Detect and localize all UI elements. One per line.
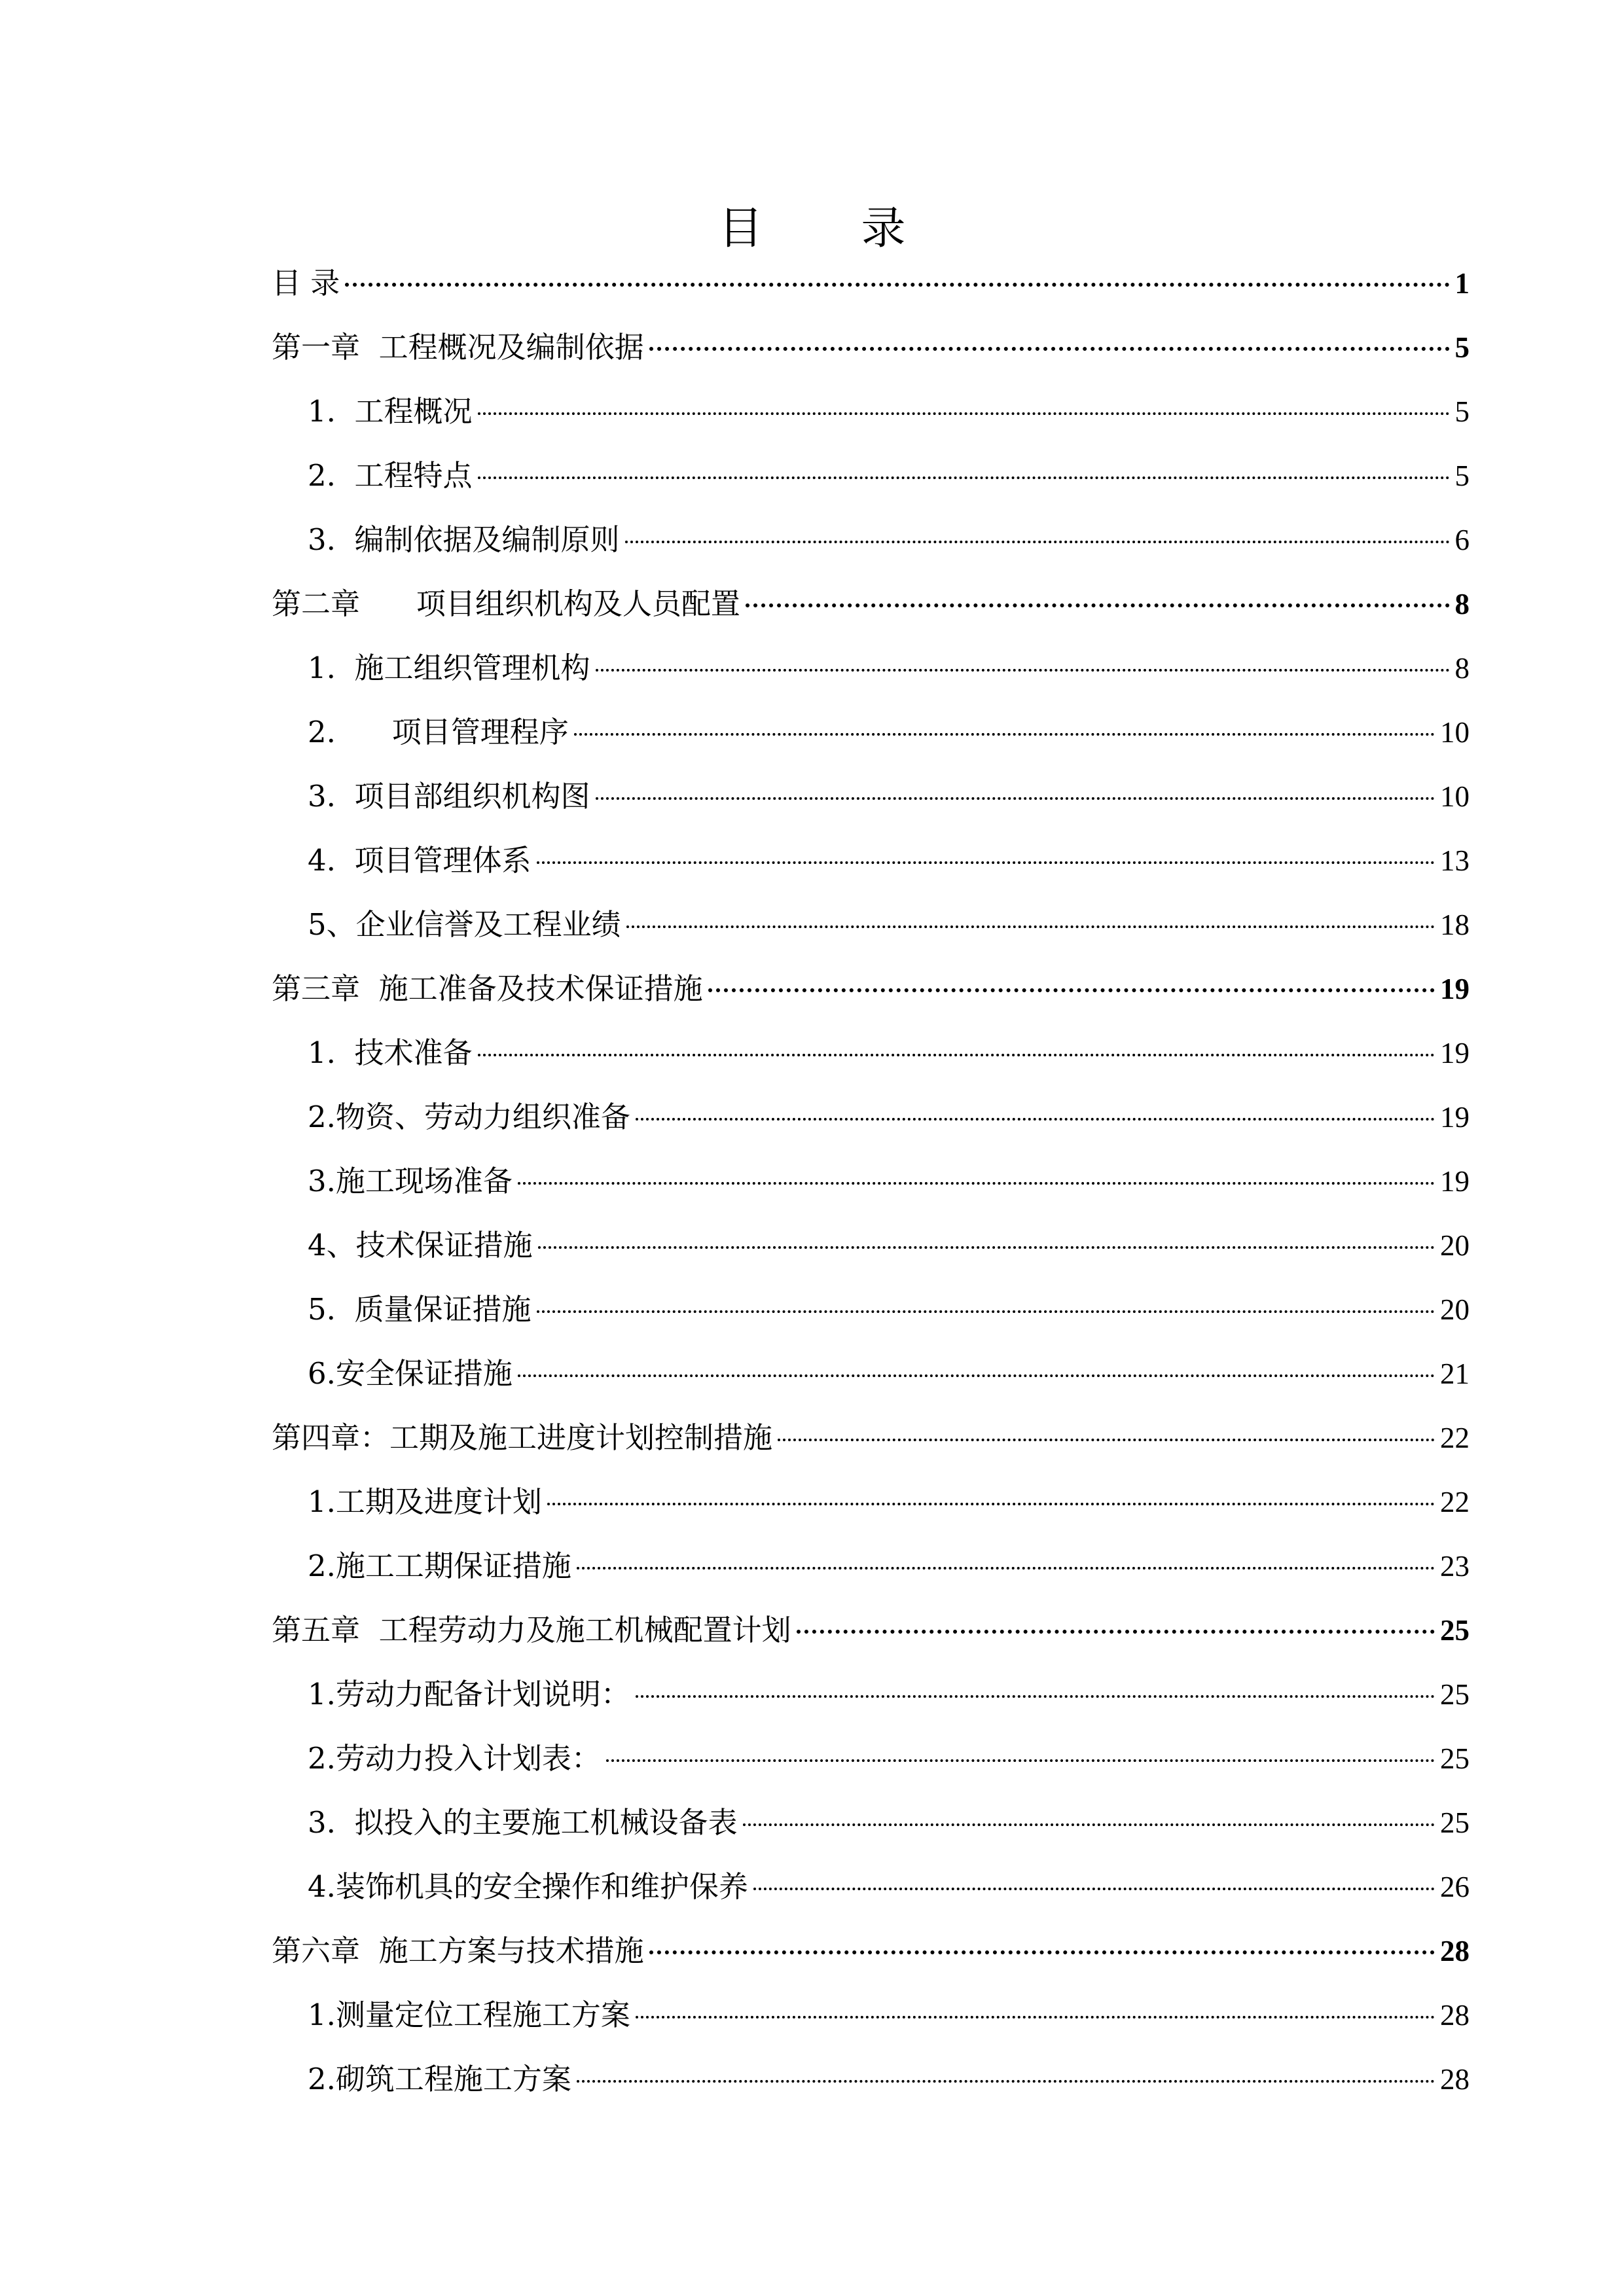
toc-entry-label: 2.砌筑工程施工方案 [308,2062,571,2096]
toc-section-entry[interactable] [272,1278,1470,1342]
toc-entry-label: 第四章：工期及施工进度计划控制措施 [272,1420,773,1455]
toc-dot-leader [649,1950,1435,1954]
toc-section-entry[interactable] [272,1791,1470,1855]
toc-entry-label: 1. 技术准备 [308,1035,473,1070]
toc-dot-leader [518,1374,1435,1377]
toc-entry-label: 3.施工现场准备 [308,1164,513,1198]
toc-section-entry[interactable] [272,1470,1470,1534]
toc-dot-leader [636,2016,1435,2018]
toc-entry-label: 6.安全保证措施 [308,1356,513,1391]
toc-entry-label: 2.物资、劳动力组织准备 [308,1100,630,1134]
toc-page-number: 5 [1454,395,1470,428]
toc-page-number: 25 [1440,1678,1470,1711]
page-title: 目录 [718,203,1004,255]
toc-section-entry[interactable] [272,1983,1470,2047]
toc-section-entry[interactable] [272,829,1470,893]
toc-section-entry[interactable] [272,1534,1470,1598]
toc-dot-leader [577,1567,1435,1570]
toc-entry-label: 4. 项目管理体系 [308,843,532,878]
toc-dot-leader [626,925,1435,928]
toc-dot-leader [478,412,1450,415]
toc-entry-label: 1. 施工组织管理机构 [308,651,590,685]
toc-chapter-entry[interactable] [272,957,1470,1021]
toc-dot-leader [577,2080,1435,2083]
toc-dot-leader [708,988,1435,992]
toc-chapter-entry[interactable] [272,572,1470,636]
toc-section-entry[interactable] [272,893,1470,957]
toc-section-entry[interactable] [272,2047,1470,2111]
toc-page-number: 21 [1440,1357,1470,1390]
toc-dot-leader [636,1118,1435,1121]
toc-dot-leader [636,1695,1435,1698]
toc-page-number: 25 [1440,1742,1470,1775]
toc-entry-label: 第一章 工程概况及编制依据 [272,330,644,365]
toc-entry-label: 目 录 [272,266,340,300]
toc-entry-label: 1.测量定位工程施工方案 [308,1998,630,2032]
toc-dot-leader [753,1888,1435,1890]
toc-chapter-entry[interactable] [272,1919,1470,1983]
toc-entry-label: 第六章 施工方案与技术措施 [272,1933,644,1968]
toc-page-number: 5 [1454,459,1470,492]
toc-entry-label: 4.装饰机具的安全操作和维护保养 [308,1869,748,1904]
toc-entry-label: 第二章 项目组织机构及人员配置 [272,586,740,621]
toc-entry-label: 3. 项目部组织机构图 [308,779,590,814]
toc-entry-label: 2.劳动力投入计划表： [308,1741,601,1776]
toc-dot-leader [596,797,1435,800]
toc-section-entry[interactable] [272,764,1470,829]
toc-dot-leader [478,476,1450,479]
toc-dot-leader [606,1759,1435,1762]
toc-page-number: 1 [1454,267,1470,300]
toc-entry-label: 第五章 工程劳动力及施工机械配置计划 [272,1613,791,1647]
toc-dot-leader [538,1246,1435,1249]
toc-dot-leader [547,1503,1435,1505]
toc-section-entry[interactable] [272,508,1470,572]
toc-section-entry[interactable] [272,1149,1470,1213]
toc-entry-label: 5、企业信誉及工程业绩 [308,907,621,942]
toc-page-number: 10 [1440,780,1470,813]
table-of-contents [272,251,1470,2111]
toc-page-number: 22 [1440,1486,1470,1518]
toc-entry-label: 1.劳动力配备计划说明： [308,1677,630,1712]
toc-dot-leader [743,1823,1435,1826]
toc-page-number: 8 [1454,652,1470,685]
toc-chapter-entry[interactable] [272,251,1470,315]
toc-dot-leader [649,347,1450,351]
toc-entry-label: 2. 工程特点 [308,458,473,493]
toc-section-entry[interactable] [272,1021,1470,1085]
toc-dot-leader [537,1310,1435,1313]
toc-dot-leader [797,1630,1435,1634]
toc-page-number: 5 [1454,331,1470,364]
toc-page-number: 25 [1440,1614,1470,1647]
toc-dot-leader [478,1054,1435,1056]
toc-chapter-entry[interactable] [272,1406,1470,1470]
toc-page-number: 28 [1440,2063,1470,2096]
toc-dot-leader [574,733,1435,736]
toc-dot-leader [537,861,1435,864]
toc-section-entry[interactable] [272,1342,1470,1406]
toc-chapter-entry[interactable] [272,315,1470,380]
toc-entry-label: 3. 拟投入的主要施工机械设备表 [308,1805,738,1840]
toc-page-number: 19 [1440,1037,1470,1069]
toc-section-entry[interactable] [272,700,1470,764]
toc-section-entry[interactable] [272,1085,1470,1149]
toc-chapter-entry[interactable] [272,1598,1470,1662]
toc-page-number: 28 [1440,1935,1470,1967]
toc-entry-label: 2. 项目管理程序 [308,715,569,749]
toc-page-number: 25 [1440,1806,1470,1839]
toc-dot-leader [345,283,1449,287]
toc-page-number: 28 [1440,1999,1470,2032]
toc-page-number: 13 [1440,844,1470,877]
toc-entry-label: 第三章 施工准备及技术保证措施 [272,971,703,1006]
toc-page-number: 20 [1440,1229,1470,1262]
toc-page-number: 19 [1440,1101,1470,1134]
toc-page-number: 10 [1440,716,1470,749]
toc-entry-label: 4、技术保证措施 [308,1228,533,1263]
toc-dot-leader [625,541,1450,543]
toc-section-entry[interactable] [272,1213,1470,1278]
toc-section-entry[interactable] [272,1662,1470,1727]
toc-entry-label: 5. 质量保证措施 [308,1292,532,1327]
toc-page-number: 26 [1440,1871,1470,1903]
toc-page-number: 18 [1440,908,1470,941]
toc-dot-leader [746,603,1450,607]
toc-page-number: 19 [1440,1165,1470,1198]
toc-section-entry[interactable] [272,1855,1470,1919]
toc-page-number: 23 [1440,1550,1470,1583]
toc-entry-label: 1. 工程概况 [308,394,473,429]
toc-dot-leader [778,1439,1435,1441]
toc-page-number: 20 [1440,1293,1470,1326]
toc-page-number: 19 [1440,973,1470,1005]
toc-page-number: 22 [1440,1422,1470,1454]
toc-section-entry[interactable] [272,636,1470,700]
toc-page-number: 6 [1454,524,1470,556]
toc-section-entry[interactable] [272,444,1470,508]
toc-dot-leader [596,669,1450,672]
toc-section-entry[interactable] [272,380,1470,444]
toc-entry-label: 1.工期及进度计划 [308,1484,542,1519]
toc-entry-label: 3. 编制依据及编制原则 [308,522,620,557]
toc-page-number: 8 [1454,588,1470,620]
toc-entry-label: 2.施工工期保证措施 [308,1549,571,1583]
toc-dot-leader [518,1182,1435,1185]
toc-section-entry[interactable] [272,1727,1470,1791]
